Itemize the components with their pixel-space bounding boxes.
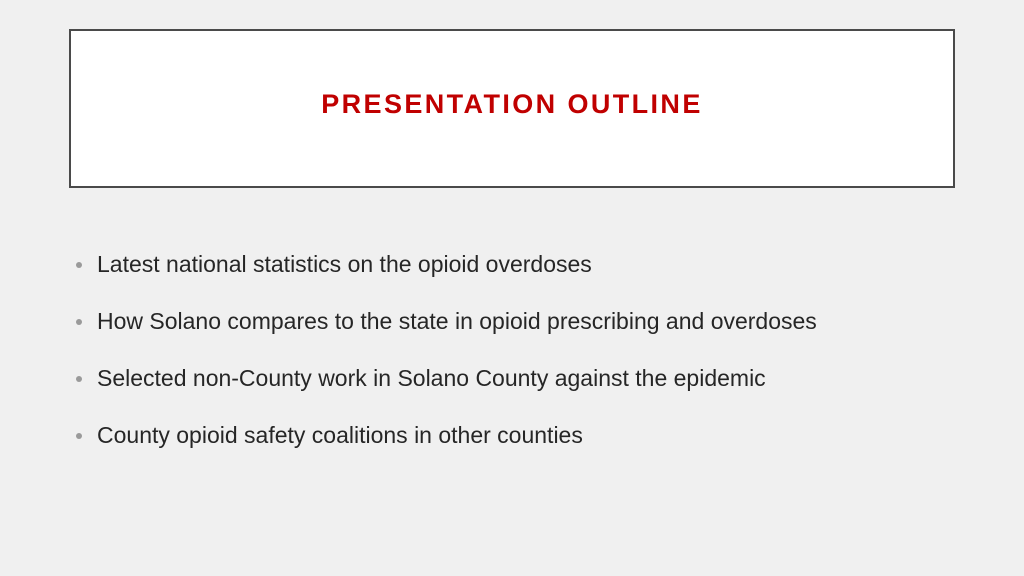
bullet-list [76, 236, 817, 464]
bullet-text: County opioid safety coalitions in other counties [97, 422, 583, 448]
bullet-item [76, 407, 817, 464]
bullet-text: How Solano compares to the state in opioid prescribing and overdoses [97, 308, 817, 334]
bullet-dot-icon [76, 376, 82, 382]
bullet-dot-icon [76, 262, 82, 268]
bullet-item [76, 236, 817, 293]
bullet-item [76, 350, 817, 407]
bullet-text: Selected non-County work in Solano County against the epidemic [97, 365, 766, 391]
title-box [69, 29, 955, 188]
slide-title: PRESENTATION OUTLINE [321, 89, 703, 119]
bullet-dot-icon [76, 319, 82, 325]
bullet-text: Latest national statistics on the opioid overdoses [97, 251, 592, 277]
bullet-item [76, 293, 817, 350]
bullet-dot-icon [76, 433, 82, 439]
